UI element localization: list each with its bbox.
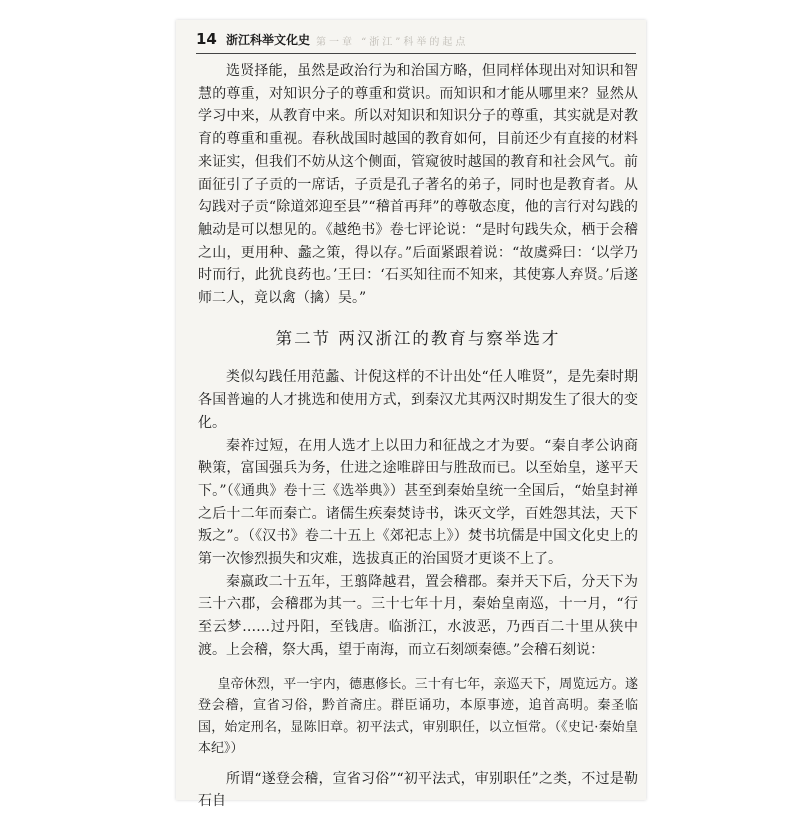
paragraph: 秦嬴政二十五年，王翦降越君，置会稽郡。秦并天下后，分天下为三十六郡，会稽郡为其一。三十七年十月，秦始皇南巡，十一月，“行至云梦……过丹阳，至钱唐。临浙江，水波恶，乃西百二十里从狭中渡。上会稽，祭大禹，望于南海，而立石刻颂秦德。”会稽石刻说： — [198, 573, 638, 658]
quote-text: 皇帝休烈，平一宇内，德惠修长。三十有七年，亲巡天下，周览远方。遂登会稽，宣省习俗，黔首斋庄。群臣诵功，本原事迹，追首高明。秦圣临国，始定刑名，显陈旧章。初平法式，审别职任，以立恒常。（《史记·秦始皇本纪》） — [198, 676, 638, 757]
paragraph-final: 所谓“遂登会稽，宣省习俗”“初平法式，审别职任”之类，不过是勒石自 — [198, 770, 638, 810]
bleed-through-text: 第一章 “浙江”科举的起点 — [316, 37, 469, 48]
section-heading: 第二节 两汉浙江的教育与察举选才 — [275, 328, 561, 348]
book-page — [176, 20, 646, 810]
paragraph: 秦祚过短，在用人选才上以田力和征战之才为要。“秦自孝公讷商鞅策，富国强兵为务，仕进之途唯辟田与胜敌而已。以至始皇，遂平天下。”（《通典》卷十三《选举典》）甚至到秦始皇统一全国后，“始皇封禅之后十二年而秦亡。诸儒生疾秦焚诗书，诛灭文学，百姓怨其法，天下叛之”。（《汉书》卷二十五上《郊祀志上》）焚书坑儒是中国文化史上的第一次惨烈损失和灾难，选拔真正的治国贤才更谈不上了。 — [198, 437, 638, 568]
page-number: 14 — [196, 30, 217, 48]
header-rule — [196, 53, 636, 54]
paragraph: 类似勾践任用范蠡、计倪这样的不计出处“任人唯贤”，是先秦时期各国普遍的人才挑选和使用方式，到秦汉尤其两汉时期发生了很大的变化。 — [198, 369, 638, 431]
paragraph-intro: 选贤择能，虽然是政治行为和治国方略，但同样体现出对知识和智慧的尊重，对知识分子的尊重和赏识。而知识和才能从哪里来？显然从学习中来，从教育中来。所以对知识和知识分子的尊重，其实就是对教育的尊重和重视。春秋战国时越国的教育如何，目前还少有直接的材料来证实，但我们不妨从这个侧面，管窥彼时越国的教育和社会风气。前面征引了子贡的一席话，子贡是孔子著名的弟子，同时也是教育者。从勾践对子贡“除道郊迎至县”“稽首再拜”的尊敬态度，他的言行对勾践的触动是可以想见的。《越绝书》卷七评论说：“是时句践失众，栖于会稽之山，更用种、蠡之策，得以存。”后面紧跟着说：“故虞舜曰：‘以学乃时而行，此犹良药也。’王曰：‘石买知往而不知来，其使寡人弃贤。’后遂师二人，竟以禽（擒）吴。” — [198, 63, 638, 307]
running-title: 浙江科举文化史 — [226, 33, 311, 47]
page-body — [198, 60, 638, 813]
stone-inscription-quote — [198, 674, 638, 760]
